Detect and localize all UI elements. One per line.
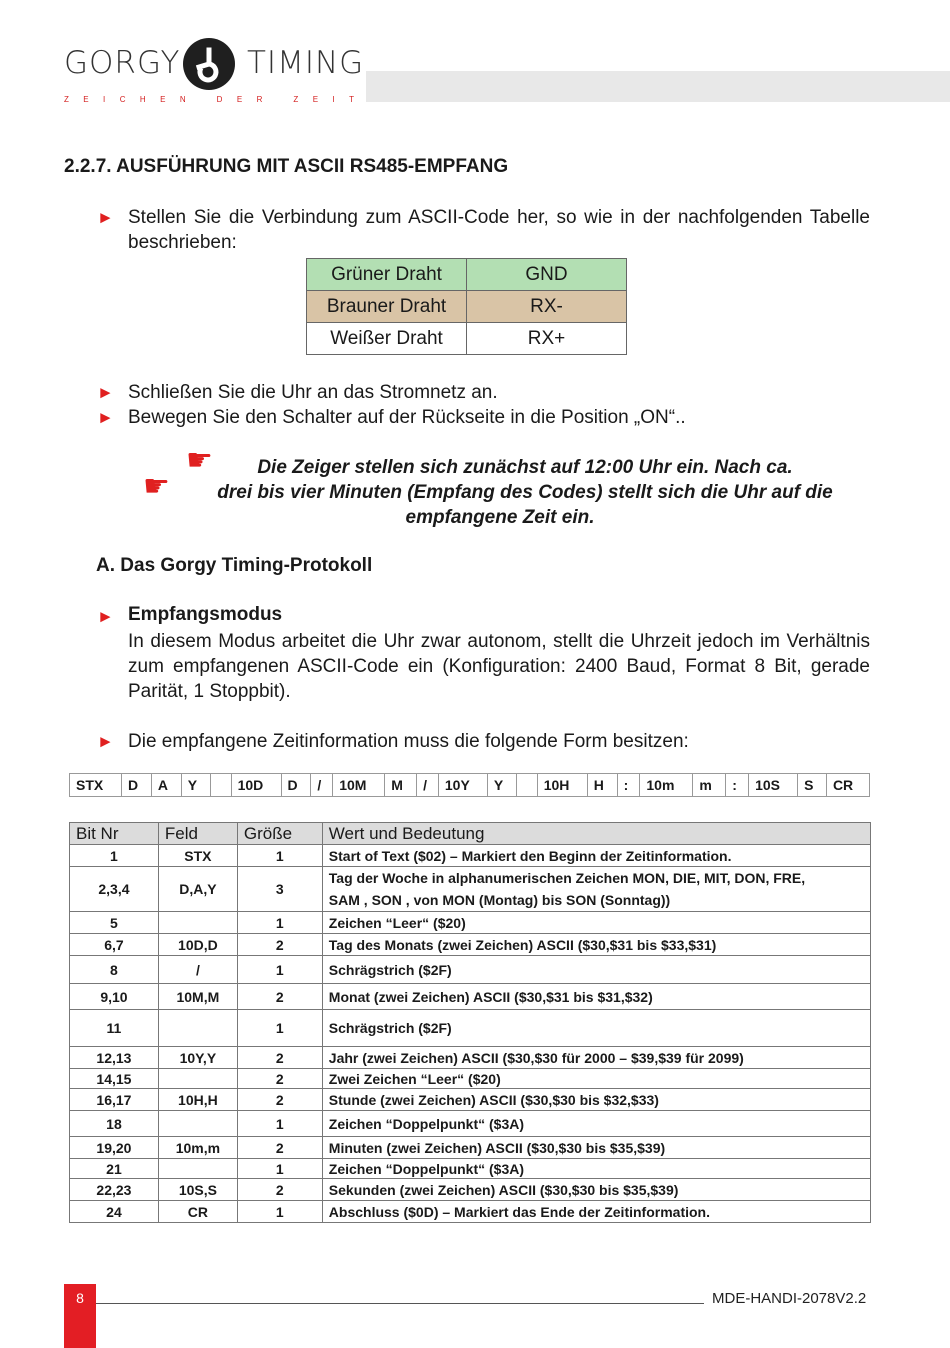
logo-clock-icon: [182, 37, 236, 91]
bit-number-cell: 19,20: [70, 1137, 159, 1159]
bullet-arrow-icon: ►: [97, 383, 114, 402]
table-row: [70, 912, 871, 934]
size-cell: 2: [237, 1069, 322, 1089]
field-cell: CR: [158, 1201, 237, 1223]
header-band: [366, 71, 950, 102]
description-line: Zeichen “Doppelpunkt“ ($3A): [328, 1115, 525, 1132]
wire-color-label: Weißer Draht: [307, 323, 467, 355]
description-line: Tag der Woche in alphanumerischen Zeichen MON, DIE, MIT, DON, FRE,: [328, 870, 806, 886]
header-wert: Wert und Bedeutung: [322, 823, 870, 845]
description-line: Zwei Zeichen “Leer“ ($20): [328, 1070, 501, 1087]
tagline-letter: E: [160, 95, 166, 104]
field-cell: [158, 1069, 237, 1089]
tagline-letter: [277, 95, 279, 104]
description-cell: [322, 845, 870, 867]
table-row: [70, 1201, 871, 1223]
size-cell: 2: [237, 1089, 322, 1111]
tagline-letter: I: [332, 95, 335, 104]
frame-cell: [516, 774, 537, 797]
size-cell: 3: [237, 867, 322, 912]
tagline-letter: Z: [293, 95, 299, 104]
table-row: [70, 1179, 871, 1201]
description-cell: [322, 1010, 870, 1047]
description-cell: [322, 1111, 870, 1137]
description-line: Schrägstrich ($2F): [328, 961, 452, 978]
note-line-2: drei bis vier Minuten (Empfang des Codes) stellt sich die Uhr auf die: [217, 482, 833, 503]
table-row: [70, 867, 871, 912]
field-cell: 10m,m: [158, 1137, 237, 1159]
form-intro-text: Die empfangene Zeitinformation muss die folgende Form besitzen:: [128, 731, 689, 752]
size-cell: 2: [237, 1137, 322, 1159]
logo-tagline: [64, 95, 354, 104]
size-cell: 1: [237, 845, 322, 867]
field-cell: [158, 912, 237, 934]
field-cell: 10D,D: [158, 934, 237, 956]
description-line: Tag des Monats (zwei Zeichen) ASCII ($30,$31 bis $33,$31): [328, 936, 717, 953]
frame-cell: H: [587, 774, 617, 797]
description-cell: [322, 912, 870, 934]
tagline-letter: [200, 95, 202, 104]
table-row: [70, 934, 871, 956]
frame-cell: :: [726, 774, 749, 797]
tagline-letter: E: [83, 95, 89, 104]
bit-number-cell: 9,10: [70, 984, 159, 1010]
wire-color-label: Grüner Draht: [307, 259, 467, 291]
field-cell: [158, 1159, 237, 1179]
note-text: [130, 455, 870, 530]
bit-number-cell: 8: [70, 956, 159, 984]
frame-cell: 10Y: [438, 774, 487, 797]
footer-divider: [96, 1303, 704, 1304]
field-cell: 10M,M: [158, 984, 237, 1010]
frame-cell: Y: [487, 774, 516, 797]
description-line: Minuten (zwei Zeichen) ASCII ($30,$30 bis $35,$39): [328, 1139, 666, 1156]
size-cell: 1: [237, 912, 322, 934]
frame-cell: [210, 774, 231, 797]
tagline-letter: E: [312, 95, 319, 104]
table-row: [70, 1089, 871, 1111]
table-row: [70, 1111, 871, 1137]
frame-cell: 10H: [537, 774, 587, 797]
size-cell: 1: [237, 1010, 322, 1047]
field-cell: D,A,Y: [158, 867, 237, 912]
size-cell: 2: [237, 1179, 322, 1201]
table-row: [70, 1047, 871, 1069]
description-cell: [322, 1047, 870, 1069]
bit-number-cell: 11: [70, 1010, 159, 1047]
intro-paragraph: Stellen Sie die Verbindung zum ASCII-Code her, so wie in der nachfolgenden Tabelle beschrieben:: [128, 207, 870, 253]
description-cell: [322, 1089, 870, 1111]
description-cell: [322, 1201, 870, 1223]
frame-format-table: [69, 773, 870, 797]
bit-number-cell: 22,23: [70, 1179, 159, 1201]
description-cell: [322, 867, 870, 912]
table-header-row: [70, 823, 871, 845]
protocol-heading: A. Das Gorgy Timing-Protokoll: [96, 555, 373, 576]
wire-row: [307, 259, 627, 291]
wire-signal-value: RX+: [467, 323, 627, 355]
frame-cell: M: [385, 774, 417, 797]
wire-signal-value: GND: [467, 259, 627, 291]
tagline-letter: T: [349, 95, 354, 104]
frame-cell: 10m: [640, 774, 693, 797]
description-cell: [322, 1159, 870, 1179]
description-line: Sekunden (zwei Zeichen) ASCII ($30,$30 bis $35,$39): [328, 1181, 679, 1198]
pointing-hand-icon: ☛: [143, 470, 170, 503]
bullet-arrow-icon: ►: [97, 607, 114, 626]
bit-number-cell: 1: [70, 845, 159, 867]
tagline-letter: E: [236, 95, 243, 104]
wire-row: [307, 323, 627, 355]
description-line: Stunde (zwei Zeichen) ASCII ($30,$30 bis $32,$33): [328, 1091, 659, 1108]
size-cell: 1: [237, 1159, 322, 1179]
frame-cell: :: [617, 774, 640, 797]
frame-cell: A: [151, 774, 181, 797]
size-cell: 1: [237, 956, 322, 984]
description-cell: [322, 984, 870, 1010]
description-line: SAM , SON , von MON (Montag) bis SON (Sonntag)): [328, 892, 671, 908]
bit-number-cell: 2,3,4: [70, 867, 159, 912]
description-line: Monat (zwei Zeichen) ASCII ($30,$31 bis $31,$32): [328, 988, 653, 1005]
description-line: Jahr (zwei Zeichen) ASCII ($30,$30 für 2000 – $39,$39 für 2099): [328, 1049, 744, 1066]
bit-definition-table: [69, 822, 871, 1223]
bullet-arrow-icon: ►: [97, 208, 114, 227]
header-bit-nr: Bit Nr: [70, 823, 159, 845]
document-reference: MDE-HANDI-2078V2.2: [712, 1290, 867, 1307]
step-connect-power: Schließen Sie die Uhr an das Stromnetz an.: [128, 382, 498, 403]
size-cell: 2: [237, 1047, 322, 1069]
frame-cell: m: [693, 774, 726, 797]
bit-number-cell: 5: [70, 912, 159, 934]
note-line-3: empfangene Zeit ein.: [405, 507, 595, 528]
description-cell: [322, 1179, 870, 1201]
bit-number-cell: 14,15: [70, 1069, 159, 1089]
tagline-letter: C: [119, 95, 126, 104]
tagline-letter: N: [179, 95, 186, 104]
description-cell: [322, 934, 870, 956]
field-cell: 10Y,Y: [158, 1047, 237, 1069]
tagline-letter: H: [139, 95, 146, 104]
mode-description: In diesem Modus arbeitet die Uhr zwar autonom, stellt die Uhrzeit jedoch im Verhältnis zum empfangenen ASCII-Code ein (Konfiguration: 2400 Baud, Format 8 Bit, gerade Parität, 1 Stoppbit).: [128, 631, 870, 702]
frame-cell: STX: [70, 774, 122, 797]
bit-number-cell: 12,13: [70, 1047, 159, 1069]
header-feld: Feld: [158, 823, 237, 845]
mode-title: Empfangsmodus: [128, 604, 283, 625]
bullet-arrow-icon: ►: [97, 732, 114, 751]
table-row: [70, 956, 871, 984]
wire-row: [307, 291, 627, 323]
frame-cell: 10D: [231, 774, 281, 797]
frame-cell: D: [121, 774, 151, 797]
tagline-letter: R: [256, 95, 263, 104]
frame-cell: /: [417, 774, 439, 797]
description-line: Schrägstrich ($2F): [328, 1020, 452, 1036]
description-cell: [322, 1069, 870, 1089]
frame-cell: D: [281, 774, 311, 797]
page-number: 8: [76, 1290, 84, 1306]
frame-cell: CR: [826, 774, 869, 797]
description-line: Zeichen “Leer“ ($20): [328, 914, 466, 931]
field-cell: 10S,S: [158, 1179, 237, 1201]
bit-number-cell: 16,17: [70, 1089, 159, 1111]
size-cell: 1: [237, 1111, 322, 1137]
field-cell: STX: [158, 845, 237, 867]
tagline-letter: I: [103, 95, 106, 104]
logo-right-text: TIMING: [247, 45, 365, 81]
field-cell: /: [158, 956, 237, 984]
bit-number-cell: 24: [70, 1201, 159, 1223]
field-cell: 10H,H: [158, 1089, 237, 1111]
bit-number-cell: 21: [70, 1159, 159, 1179]
table-row: [70, 1137, 871, 1159]
logo-left-text: GORGY: [64, 45, 181, 81]
pointing-hand-icon: ☛: [186, 444, 213, 477]
description-line: Abschluss ($0D) – Markiert das Ende der Zeitinformation.: [328, 1203, 710, 1220]
wire-signal-value: RX-: [467, 291, 627, 323]
table-row: [70, 984, 871, 1010]
size-cell: 1: [237, 1201, 322, 1223]
description-cell: [322, 1137, 870, 1159]
header-groesse: Größe: [237, 823, 322, 845]
frame-cell: /: [311, 774, 333, 797]
tagline-letter: D: [216, 95, 223, 104]
field-cell: [158, 1010, 237, 1047]
note-line-1: Die Zeiger stellen sich zunächst auf 12:00 Uhr ein. Nach ca.: [257, 457, 793, 478]
field-cell: [158, 1111, 237, 1137]
description-cell: [322, 956, 870, 984]
section-title: 2.2.7. AUSFÜHRUNG MIT ASCII RS485-EMPFANG: [64, 156, 509, 177]
bit-number-cell: 6,7: [70, 934, 159, 956]
frame-cell: 10M: [333, 774, 385, 797]
wire-color-label: Brauner Draht: [307, 291, 467, 323]
frame-cell: S: [798, 774, 827, 797]
table-row: [70, 1159, 871, 1179]
table-row: [70, 1069, 871, 1089]
bullet-arrow-icon: ►: [97, 408, 114, 427]
step-switch-on: Bewegen Sie den Schalter auf der Rückseite in die Position „ON“..: [128, 407, 686, 428]
size-cell: 2: [237, 984, 322, 1010]
table-row: [70, 1010, 871, 1047]
frame-cell: Y: [181, 774, 210, 797]
bit-number-cell: 18: [70, 1111, 159, 1137]
table-row: [70, 845, 871, 867]
description-line: Zeichen “Doppelpunkt“ ($3A): [328, 1160, 525, 1177]
description-line: Start of Text ($02) – Markiert den Beginn der Zeitinformation.: [328, 847, 732, 864]
wire-table: [306, 258, 627, 355]
frame-cell: 10S: [749, 774, 798, 797]
size-cell: 2: [237, 934, 322, 956]
tagline-letter: Z: [64, 95, 69, 104]
